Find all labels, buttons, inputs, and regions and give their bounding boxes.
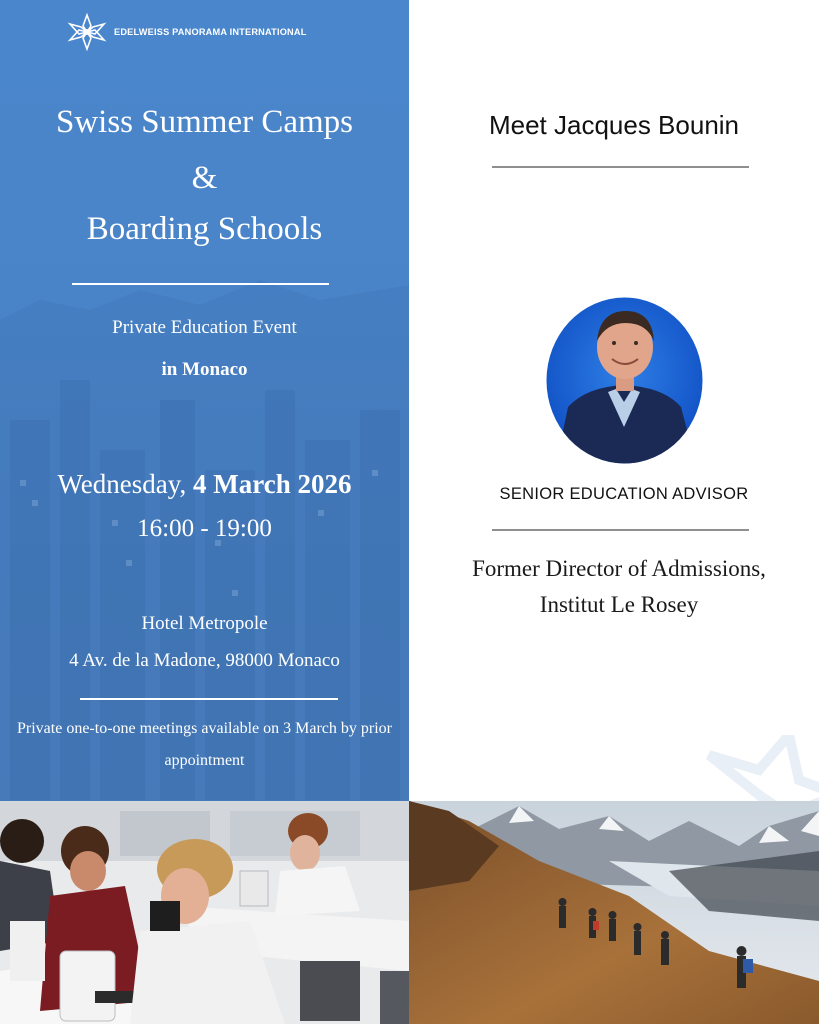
- heading-divider: [492, 166, 749, 168]
- event-time: 16:00 - 19:00: [137, 515, 272, 542]
- speaker-bio-line-2: Institut Le Rosey: [539, 592, 699, 617]
- edelweiss-flower-icon: [66, 12, 108, 52]
- speaker-portrait: [546, 297, 703, 464]
- divider-bottom: [80, 698, 338, 700]
- speaker-heading: Meet Jacques Bounin: [488, 110, 740, 140]
- headline-ampersand: &: [191, 160, 218, 196]
- appointment-note: Private one-to-one meetings available on 3 March by prior appointment: [17, 720, 392, 769]
- mountain-hikers-photo: [409, 801, 819, 1024]
- edelweiss-watermark-icon: [699, 735, 819, 801]
- speaker-role: SENIOR EDUCATION ADVISOR: [499, 485, 749, 503]
- brand-name: EDELWEISS PANORAMA INTERNATIONAL: [114, 27, 307, 37]
- event-subtitle: Private Education Event: [112, 317, 297, 338]
- event-address: 4 Av. de la Madone, 98000 Monaco: [69, 650, 340, 671]
- event-venue: Hotel Metropole: [141, 613, 268, 634]
- event-date-main: 4 March 2026: [193, 469, 352, 499]
- headline-line-1: Swiss Summer Camps: [55, 104, 354, 140]
- event-info-panel: [0, 0, 409, 801]
- headline-line-3: Boarding Schools: [86, 211, 323, 247]
- role-divider: [492, 529, 749, 531]
- students-microscope-photo: [0, 801, 409, 1024]
- divider-top: [72, 283, 329, 285]
- event-date: [0, 469, 409, 500]
- brand-header: [66, 12, 307, 52]
- event-location: in Monaco: [161, 359, 248, 380]
- event-date-weekday: Wednesday,: [57, 469, 194, 499]
- speaker-panel: [409, 0, 819, 801]
- speaker-bio-line-1: Former Director of Admissions,: [472, 556, 766, 581]
